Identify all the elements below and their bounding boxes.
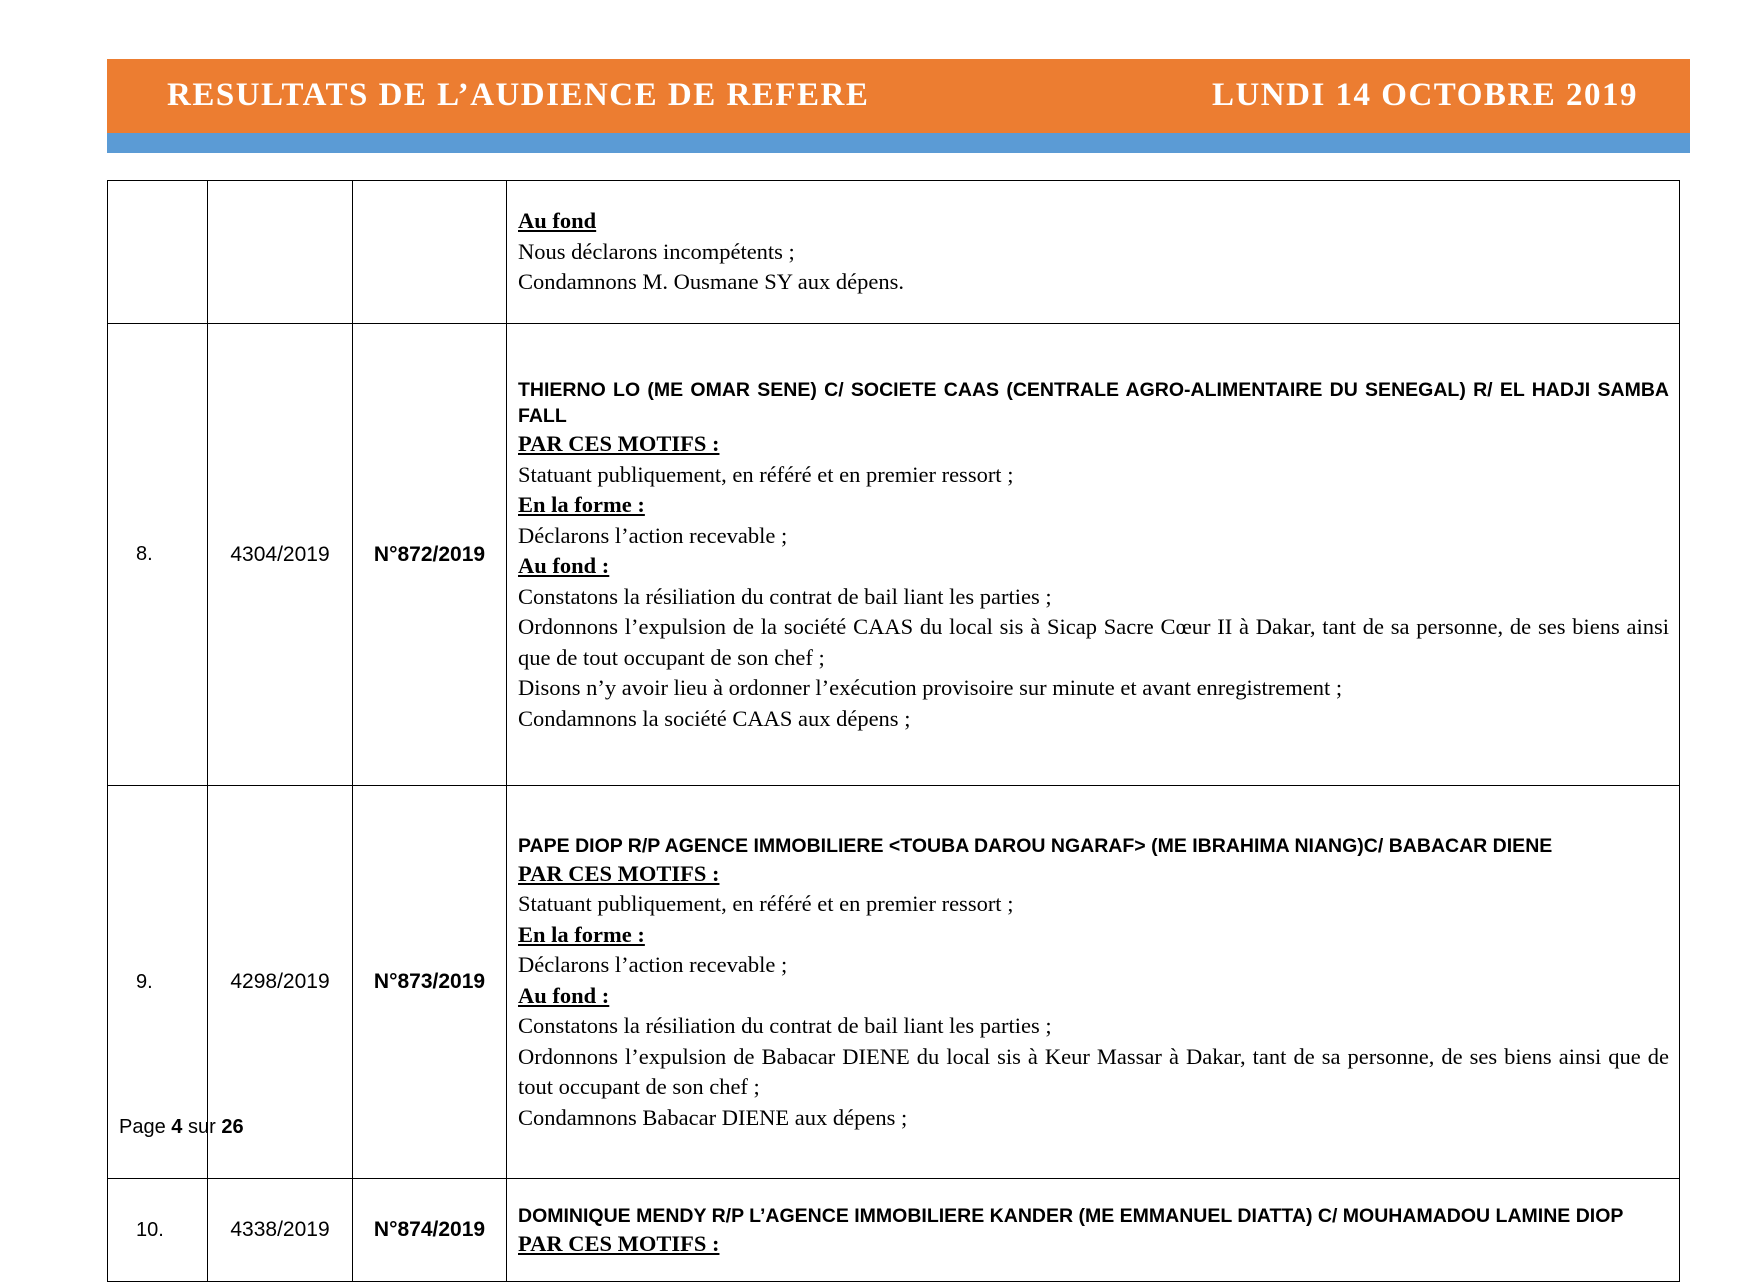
decision-cell bbox=[507, 181, 1680, 324]
decision-heading: PAR CES MOTIFS : bbox=[518, 431, 720, 456]
page-total: 26 bbox=[221, 1116, 244, 1138]
decision-line: Statuant publiquement, en référé et en premier ressort ; bbox=[518, 461, 1014, 487]
case-number: 8. bbox=[108, 324, 208, 786]
decision-heading: En la forme : bbox=[518, 921, 645, 947]
header-banner bbox=[107, 59, 1690, 153]
decision-line: Disons n’y avoir lieu à ordonner l’exécution provisoire sur minute et avant enregistrement ; bbox=[518, 675, 1343, 700]
parties-text: PAPE DIOP R/P AGENCE IMMOBILIERE <TOUBA DAROU NGARAF> (ME IBRAHIMA NIANG)C/ BABACAR DIENE bbox=[518, 834, 1553, 857]
rg-number: 4298/2019 bbox=[208, 786, 353, 1179]
decision-line: Ordonnons l’expulsion de la société CAAS du local sis à Sicap Sacre Cœur II à Dakar, tant de sa personne, de ses biens ainsi que de tout occupant de son chef ; bbox=[518, 614, 1669, 670]
ordonnance-number: N°873/2019 bbox=[353, 786, 507, 1179]
decision-line: Ordonnons l’expulsion de Babacar DIENE du local sis à Keur Massar à Dakar, tant de sa personne, de ses biens ainsi que de tout occupant de son chef ; bbox=[518, 1043, 1669, 1100]
rg-number bbox=[208, 181, 353, 324]
decision-line: Statuant publiquement, en référé et en premier ressort ; bbox=[518, 891, 1014, 917]
decision-cell bbox=[507, 1179, 1680, 1282]
decision-line: Déclarons l’action recevable ; bbox=[518, 952, 788, 978]
case-number: 10. bbox=[108, 1179, 208, 1282]
ordonnance-number: N°872/2019 bbox=[353, 324, 507, 786]
decision-heading: En la forme : bbox=[518, 492, 645, 517]
table-row bbox=[108, 181, 1680, 324]
case-number: 9. bbox=[108, 786, 208, 1179]
rg-number: 4304/2019 bbox=[208, 324, 353, 786]
decision-line: Condamnons M. Ousmane SY aux dépens. bbox=[518, 269, 905, 295]
rg-number: 4338/2019 bbox=[208, 1179, 353, 1282]
decision-line: Condamnons la société CAAS aux dépens ; bbox=[518, 705, 911, 731]
header-blue-stripe bbox=[107, 133, 1690, 153]
page-label: Page bbox=[119, 1116, 166, 1138]
parties-text: THIERNO LO (ME OMAR SENE) C/ SOCIETE CAAS (CENTRALE AGRO-ALIMENTAIRE DU SENEGAL) R/ EL HADJI SAMBA FALL bbox=[518, 379, 1669, 427]
decision-heading: PAR CES MOTIFS : bbox=[518, 1230, 720, 1256]
decision-heading: Au fond : bbox=[518, 982, 610, 1008]
ordonnance-number: N°874/2019 bbox=[353, 1179, 507, 1282]
page-number: 4 bbox=[171, 1116, 183, 1138]
decision-line: Condamnons Babacar DIENE aux dépens ; bbox=[518, 1104, 908, 1130]
decision-line: Constatons la résiliation du contrat de bail liant les parties ; bbox=[518, 583, 1052, 609]
decision-cell bbox=[507, 786, 1680, 1179]
ordonnance-number bbox=[353, 181, 507, 324]
decision-heading: PAR CES MOTIFS : bbox=[518, 860, 720, 886]
case-number bbox=[108, 181, 208, 324]
of-label: sur bbox=[187, 1116, 216, 1138]
table-row bbox=[108, 1179, 1680, 1282]
decision-cell bbox=[507, 324, 1680, 786]
hearing-date: LUNDI 14 OCTOBRE 2019 bbox=[1211, 77, 1638, 113]
decision-line: Nous déclarons incompétents ; bbox=[518, 238, 795, 264]
table-row bbox=[108, 324, 1680, 786]
parties-text: DOMINIQUE MENDY R/P L’AGENCE IMMOBILIERE KANDER (ME EMMANUEL DIATTA) C/ MOUHAMADOU LAMINE DIOP bbox=[518, 1204, 1624, 1227]
page-title: RESULTATS DE L’AUDIENCE DE REFERE bbox=[167, 77, 870, 113]
table-row bbox=[108, 786, 1680, 1179]
decision-heading: Au fond bbox=[518, 208, 597, 234]
page-footer bbox=[119, 1116, 244, 1139]
decision-line: Déclarons l’action recevable ; bbox=[518, 522, 788, 548]
decision-heading: Au fond : bbox=[518, 553, 610, 578]
decision-line: Constatons la résiliation du contrat de bail liant les parties ; bbox=[518, 1013, 1052, 1039]
results-table bbox=[107, 180, 1680, 1282]
